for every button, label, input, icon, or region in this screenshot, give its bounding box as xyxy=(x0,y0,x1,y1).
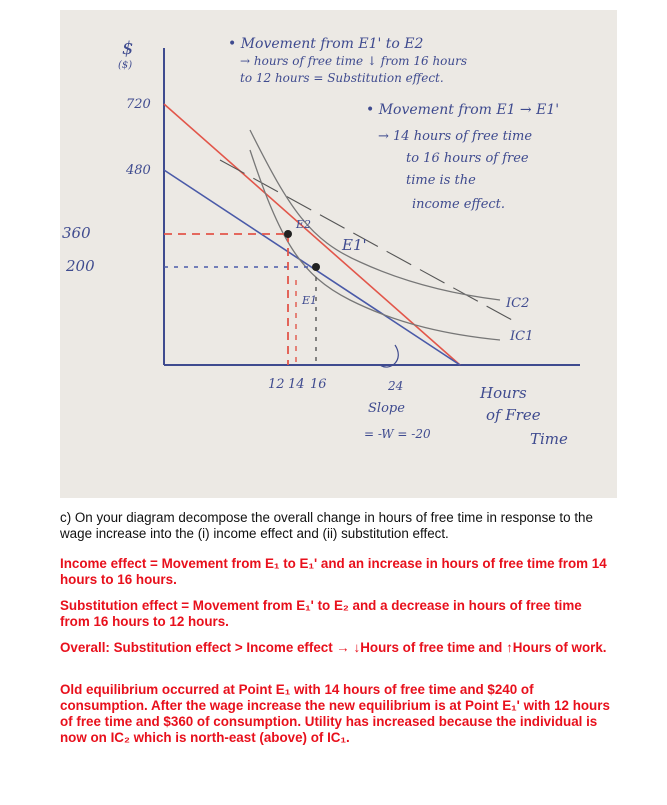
note-line-4: • Movement from E1 → E1' xyxy=(366,102,560,118)
answer-income-effect: Income effect = Movement from E₁ to E₁' and an increase in hours of free time from 14 hours to 16 hours. xyxy=(60,556,607,587)
answer-overall: Overall: Substitution effect > Income effect → ↓Hours of free time and ↑Hours of work. xyxy=(60,640,607,655)
label-e1: E1 xyxy=(302,294,318,307)
y-axis-label-symbol: $ xyxy=(122,38,134,59)
label-ic2: IC2 xyxy=(506,296,530,311)
note-line-5: → 14 hours of free time xyxy=(378,129,533,144)
note-line-7: time is the xyxy=(406,173,476,188)
y-tick-200: 200 xyxy=(66,257,95,275)
slope-label: Slope xyxy=(368,401,405,416)
note-line-3: to 12 hours = Substitution effect. xyxy=(240,71,444,85)
slope-value: = -W = -20 xyxy=(364,427,431,441)
point-e2 xyxy=(284,230,292,238)
slope-arc xyxy=(380,345,398,367)
y-axis-label-unit: ($) xyxy=(118,60,133,71)
x-tick-14: 14 xyxy=(288,377,305,392)
x-axis-label-line2: of Free xyxy=(486,406,541,424)
note-line-2: → hours of free time ↓ from 16 hours xyxy=(240,54,468,68)
y-tick-360: 360 xyxy=(62,224,91,242)
y-tick-720: 720 xyxy=(126,97,151,112)
x-axis-label-line1: Hours xyxy=(480,384,527,402)
x-tick-12: 12 xyxy=(268,377,285,392)
label-e1-prime: E1' xyxy=(342,236,367,254)
x-axis-label-line3: Time xyxy=(530,430,568,448)
note-line-1: • Movement from E1' to E2 xyxy=(228,36,424,52)
note-line-6: to 16 hours of free xyxy=(406,151,529,166)
labor-leisure-diagram xyxy=(60,10,617,498)
label-ic1: IC1 xyxy=(510,329,534,344)
answer-substitution-effect: Substitution effect = Movement from E₁' to E₂ and a decrease in hours of free time from 16 hours to 12 hours. xyxy=(60,598,582,629)
label-e2: E2 xyxy=(296,218,312,231)
note-line-8: income effect. xyxy=(412,197,506,212)
y-tick-480: 480 xyxy=(126,163,151,178)
point-e1-prime xyxy=(312,263,320,271)
answer-equilibrium: Old equilibrium occurred at Point E₁ with 14 hours of free time and $240 of consumption. After the wage increase the new equilibrium is at Point E₁' with 12 hours of free time and $360 of consumption. Utility has increased because the individual is now on IC₂ which is north-east (above) of IC₁. xyxy=(60,682,610,745)
x-tick-24: 24 xyxy=(388,379,404,393)
handwritten-diagram-photo xyxy=(60,10,617,498)
x-tick-16: 16 xyxy=(310,377,327,392)
question-text: c) On your diagram decompose the overall change in hours of free time in response to the wage increase into the (i) income effect and (ii) substitution effect. xyxy=(60,510,593,541)
